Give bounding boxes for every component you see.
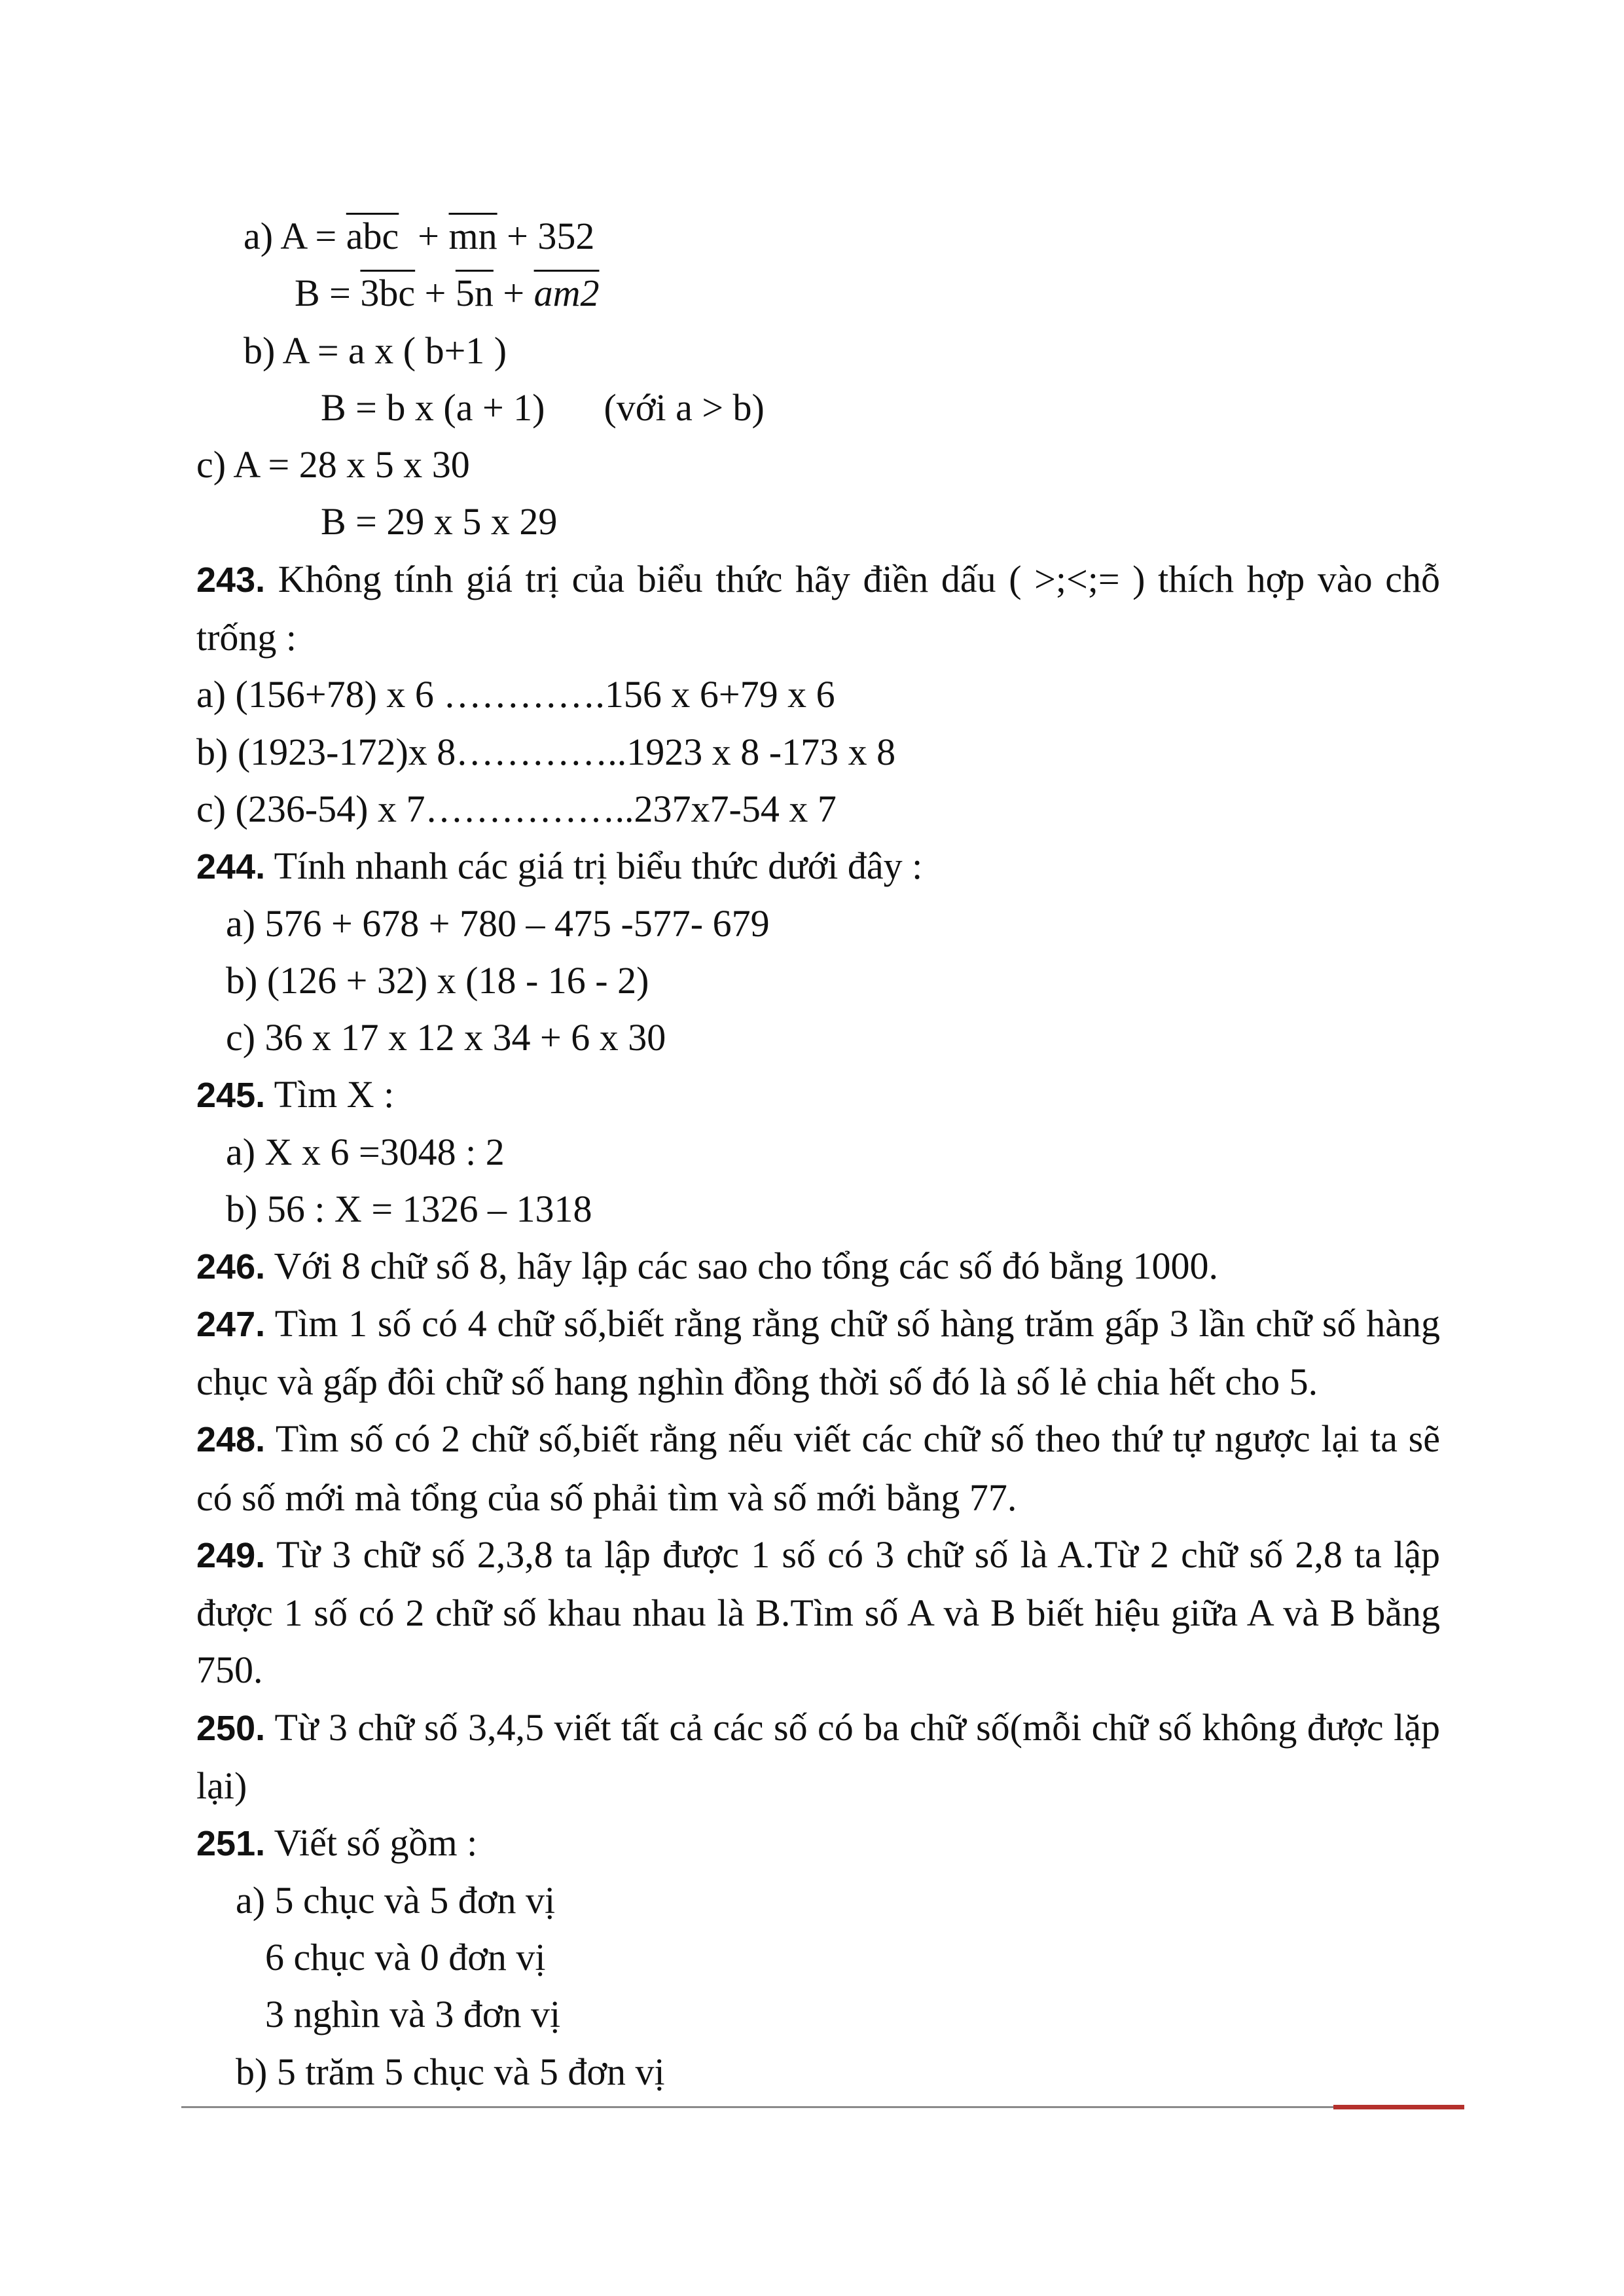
problem-243-item-b: b) (1923-172)x 8…………..1923 x 8 -173 x 8 — [196, 730, 896, 773]
problem-text: Không tính giá trị của biểu thức hãy điền dấu ( >;<;= ) thích hợp vào chỗ trống : — [196, 557, 1440, 659]
overlined-number: 3bc — [360, 272, 416, 315]
problem-text: Tìm số có 2 chữ số,biết rằng nếu viết các chữ số theo thứ tự ngược lại ta sẽ có số mới mà tổng của số phải tìm và số mới bằng 77. — [196, 1417, 1441, 1519]
problem-243-item-c: c) (236-54) x 7……………..237x7-54 x 7 — [196, 787, 837, 830]
problem-number: 243. — [196, 560, 266, 600]
problem-243 — [196, 551, 1440, 666]
problem-251-item-a3: 3 nghìn và 3 đơn vị — [265, 1993, 561, 2036]
page-content — [196, 208, 1440, 2100]
expression-text: B = b x (a + 1) — [321, 386, 545, 429]
overlined-number: 5n — [455, 272, 494, 315]
footer-accent-bar — [1333, 2105, 1464, 2109]
problem-text: Tính nhanh các giá trị biểu thức dưới đây : — [274, 845, 923, 888]
problem-251 — [196, 1814, 1440, 1871]
problem-number: 250. — [196, 1708, 266, 1748]
problem-number: 251. — [196, 1824, 266, 1864]
expression-text: A = — [280, 215, 346, 257]
problem-244-item-b: b) (126 + 32) x (18 - 16 - 2) — [226, 958, 649, 1002]
item-label: a) — [244, 215, 274, 257]
expression-text: + — [415, 272, 456, 315]
condition-note: (với a > b) — [604, 386, 765, 429]
item-label: b) — [244, 329, 276, 372]
problem-251-item-b: b) 5 trăm 5 chục và 5 đơn vị — [236, 2050, 665, 2093]
problem-244 — [196, 837, 1440, 894]
problem-text: Tìm X : — [274, 1073, 395, 1116]
problem-251-item-a: a) 5 chục và 5 đơn vị — [236, 1878, 556, 1922]
overlined-number: am2 — [533, 272, 600, 315]
problem-text: Viết số gồm : — [274, 1821, 478, 1865]
problem-text: Từ 3 chữ số 2,3,8 ta lập được 1 số có 3 chữ số là A.Từ 2 chữ số 2,8 ta lập được 1 số có 2 chữ số khau nhau là B.Tìm số A và B biết hiệu giữa A và B bằng 750. — [196, 1533, 1440, 1692]
line-b-expression-B — [196, 379, 1440, 436]
problem-text: Với 8 chữ số 8, hãy lập các sao cho tổng các số đó bằng 1000. — [274, 1245, 1219, 1288]
expression-text: + — [399, 215, 449, 257]
line-c-expression-A — [196, 436, 1440, 493]
problem-number: 246. — [196, 1247, 266, 1287]
expression-text: A = 28 x 5 x 30 — [233, 443, 470, 486]
problem-251-item-a2: 6 chục và 0 đơn vị — [265, 1935, 546, 1978]
problem-number: 248. — [196, 1420, 266, 1460]
problem-246 — [196, 1237, 1440, 1294]
problem-250 — [196, 1699, 1440, 1815]
expression-text: + 352 — [497, 215, 595, 257]
problem-245-item-a: a) X x 6 =3048 : 2 — [226, 1130, 505, 1173]
problem-number: 245. — [196, 1076, 266, 1116]
problem-249 — [196, 1526, 1440, 1699]
overlined-number: $\overline{mn}$ — [448, 215, 497, 257]
problem-247 — [196, 1295, 1440, 1411]
line-b-expression-A — [196, 322, 1440, 379]
expression-text: B = 29 x 5 x 29 — [321, 500, 558, 543]
footer-divider — [181, 2106, 1333, 2108]
problem-number: 249. — [196, 1535, 266, 1575]
problem-245 — [196, 1066, 1440, 1123]
problem-244-item-c: c) 36 x 17 x 12 x 34 + 6 x 30 — [226, 1016, 666, 1059]
expression-text: A = a x ( b+1 ) — [282, 329, 507, 372]
problem-text: Từ 3 chữ số 3,4,5 viết tất cả các số có ba chữ số(mỗi chữ số không được lặp lại) — [196, 1705, 1440, 1808]
line-a-expression-A — [196, 208, 1440, 264]
expression-text: + — [493, 272, 534, 315]
overlined-number: $\overline{abc}$ — [346, 215, 399, 257]
problem-number: 247. — [196, 1304, 266, 1344]
problem-245-item-b: b) 56 : X = 1326 – 1318 — [226, 1188, 592, 1231]
line-a-expression-B — [196, 264, 1440, 321]
problem-number: 244. — [196, 847, 266, 887]
problem-243-item-a: a) (156+78) x 6 ………….156 x 6+79 x 6 — [196, 673, 835, 716]
item-label: c) — [196, 443, 226, 486]
problem-244-item-a: a) 576 + 678 + 780 – 475 -577- 679 — [226, 902, 770, 945]
problem-248 — [196, 1410, 1440, 1526]
line-c-expression-B — [196, 493, 1440, 550]
expression-text: B = — [295, 272, 361, 315]
problem-text: Tìm 1 số có 4 chữ số,biết rằng rằng chữ số hàng trăm gấp 3 lần chữ số hàng chục và gấp đôi chữ số hang nghìn đồng thời số đó là số lẻ chia hết cho 5. — [196, 1302, 1441, 1403]
